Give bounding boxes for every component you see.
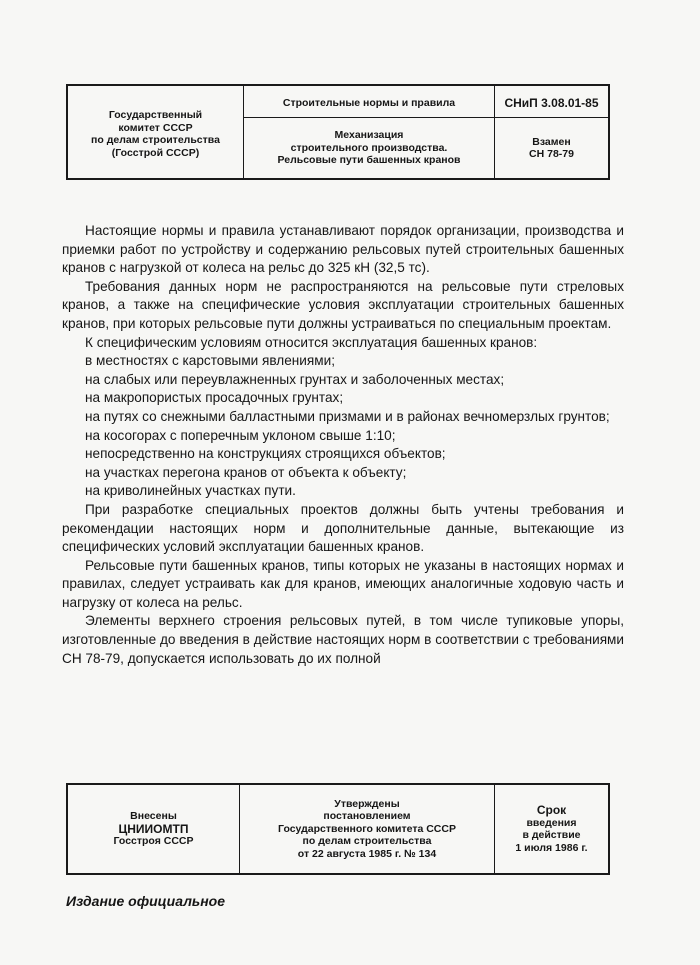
footer-table	[66, 783, 610, 875]
approved-cell	[240, 785, 495, 873]
issuer-line: (Госстрой СССР)	[111, 146, 200, 159]
approved-line: по делам строительства	[302, 835, 432, 848]
effective-line: Срок	[536, 803, 567, 817]
code-cell	[495, 86, 608, 178]
series-name: Строительные нормы и правила	[244, 86, 494, 118]
paragraph: При разработке специальных проектов должны быть учтены требования и рекомендации настоящих норм и дополнительные данные, вытекающие из специфических условий эксплуатации башенных кранов.	[62, 501, 624, 555]
condition-item: на криволинейных участках пути.	[85, 483, 296, 499]
condition-item: на участках перегона кранов от объекта к объекту;	[85, 464, 407, 480]
introduced-line: Госстроя СССР	[113, 835, 194, 848]
condition-item: на слабых или переувлажненных грунтах и заболоченных местах;	[85, 371, 505, 387]
header-table	[66, 84, 610, 180]
document-body	[62, 222, 624, 668]
replaces-line: СН 78-79	[529, 148, 574, 160]
paragraph: Требования данных норм не распространяются на рельсовые пути стреловых кранов, а также на специфические условия эксплуатации строительных башенных кранов, при которых рельсовые пути должны устраиваться по специальным проектам.	[62, 278, 624, 331]
approved-line: постановлением	[323, 810, 411, 823]
paragraph: Рельсовые пути башенных кранов, типы которых не указаны в настоящих нормах и правилах, следует устраивать как для кранов, имеющих аналогичные ходовую часть и нагрузку от колеса на рельс.	[62, 557, 624, 610]
approved-line: Утверждены	[334, 797, 400, 810]
introduced-cell	[68, 785, 240, 873]
condition-item: непосредственно на конструкциях строящихся объектов;	[85, 446, 446, 462]
introduced-line: Внесены	[130, 810, 177, 823]
edition-note: Издание официальное	[66, 893, 226, 909]
effective-line: 1 июля 1986 г.	[515, 841, 588, 854]
effective-cell	[495, 785, 608, 873]
approved-line: от 22 августа 1985 г. № 134	[297, 847, 437, 860]
title-cell	[244, 86, 495, 178]
introduced-line: ЦНИИОМТП	[118, 821, 189, 836]
document-code: СНиП 3.08.01-85	[495, 86, 608, 118]
title-line: Механизация	[334, 129, 404, 142]
issuer-line: по делам строительства	[91, 134, 220, 146]
issuer-line: комитет СССР	[118, 121, 193, 134]
condition-item: на путях со снежными балластными призмами и в районах вечномерзлых грунтов;	[85, 408, 610, 424]
replaces-line: Взамен	[532, 135, 571, 148]
approved-line: Государственного комитета СССР	[278, 822, 456, 835]
condition-item: в местностях с карстовыми явлениями;	[85, 353, 335, 369]
title-line: строительного производства.	[290, 141, 448, 154]
paragraph: Элементы верхнего строения рельсовых путей, в том числе тупиковые упоры, изготовленные до введения в действие настоящих норм в соответствии с требованиями СН 78-79, допускается использовать до их полной	[62, 613, 624, 666]
paragraph: Настоящие нормы и правила устанавливают порядок организации, производства и приемки работ по устройству и содержанию рельсовых путей строительных башенных кранов с нагрузкой от колеса на рельс до 325 кН (32,5 тс).	[62, 223, 624, 276]
effective-line: в действие	[522, 829, 581, 841]
title-line: Рельсовые пути башенных кранов	[277, 154, 461, 167]
condition-item: на макропористых просадочных грунтах;	[85, 390, 344, 406]
issuer-cell	[68, 86, 244, 178]
effective-line: введения	[526, 816, 577, 829]
issuer-line: Государственный	[108, 109, 203, 121]
condition-item: на косогорах с поперечным уклоном свыше 1:10;	[85, 427, 396, 443]
paragraph: К специфическим условиям относится эксплуатация башенных кранов:	[85, 334, 538, 350]
